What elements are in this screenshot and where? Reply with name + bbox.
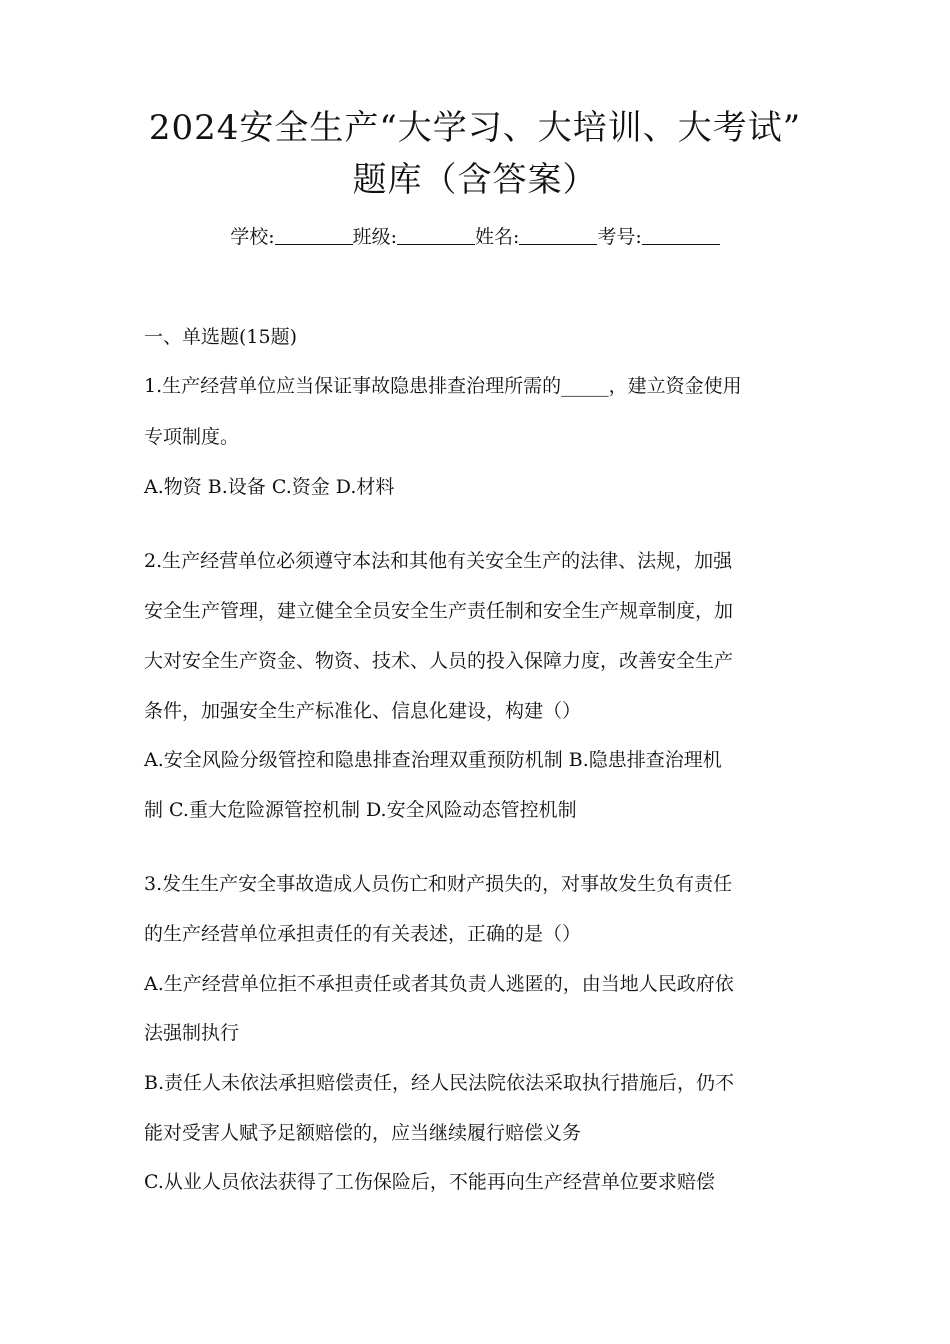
question-1-options: A.物资 B.设备 C.资金 D.材料 (144, 476, 395, 498)
question-2-options-line-2: 制 C.重大危险源管控机制 D.安全风险动态管控机制 (144, 799, 577, 821)
exam-no-blank[interactable] (642, 224, 720, 245)
question-2-text-line-2: 安全生产管理，建立健全全员安全生产责任制和安全生产规章制度，加 (144, 600, 734, 622)
name-blank[interactable] (519, 224, 597, 245)
question-1-text-line-2: 专项制度。 (144, 426, 240, 448)
class-blank[interactable] (397, 224, 475, 245)
question-3-option-b-line-2: 能对受害人赋予足额赔偿的，应当继续履行赔偿义务 (144, 1122, 582, 1144)
school-blank[interactable] (275, 224, 353, 245)
question-2-text-line-1: 2.生产经营单位必须遵守本法和其他有关安全生产的法律、法规，加强 (144, 550, 733, 572)
question-3-option-a-line-2: 法强制执行 (144, 1022, 240, 1044)
section-heading: 一、单选题(15题) (144, 326, 298, 348)
school-label: 学校: (230, 226, 275, 248)
question-3-text-line-1: 3.发生生产安全事故造成人员伤亡和财产损失的，对事故发生负有责任 (144, 873, 733, 895)
name-label: 姓名: (475, 226, 520, 248)
document-title-line-1: 2024安全生产“大学习、大培训、大考试” (148, 108, 802, 148)
question-2-text-line-4: 条件，加强安全生产标准化、信息化建设，构建（） (144, 700, 582, 722)
question-1-text-line-1: 1.生产经营单位应当保证事故隐患排查治理所需的_____，建立资金使用 (144, 375, 742, 397)
question-3-option-a-line-1: A.生产经营单位拒不承担责任或者其负责人逃匿的，由当地人民政府依 (144, 973, 734, 995)
class-label: 班级: (352, 226, 397, 248)
exam-no-label: 考号: (597, 226, 642, 248)
student-info-row (0, 222, 950, 252)
question-2-text-line-3: 大对安全生产资金、物资、技术、人员的投入保障力度，改善安全生产 (144, 650, 734, 672)
question-2-options-line-1: A.安全风险分级管控和隐患排查治理双重预防机制 B.隐患排查治理机 (144, 749, 722, 771)
document-title-line-2: 题库（含答案） (352, 160, 598, 200)
question-3-option-b-line-1: B.责任人未依法承担赔偿责任，经人民法院依法采取执行措施后，仍不 (144, 1072, 735, 1094)
question-3-text-line-2: 的生产经营单位承担责任的有关表述，正确的是（） (144, 923, 582, 945)
question-3-option-c: C.从业人员依法获得了工伤保险后，不能再向生产经营单位要求赔偿 (144, 1171, 715, 1193)
